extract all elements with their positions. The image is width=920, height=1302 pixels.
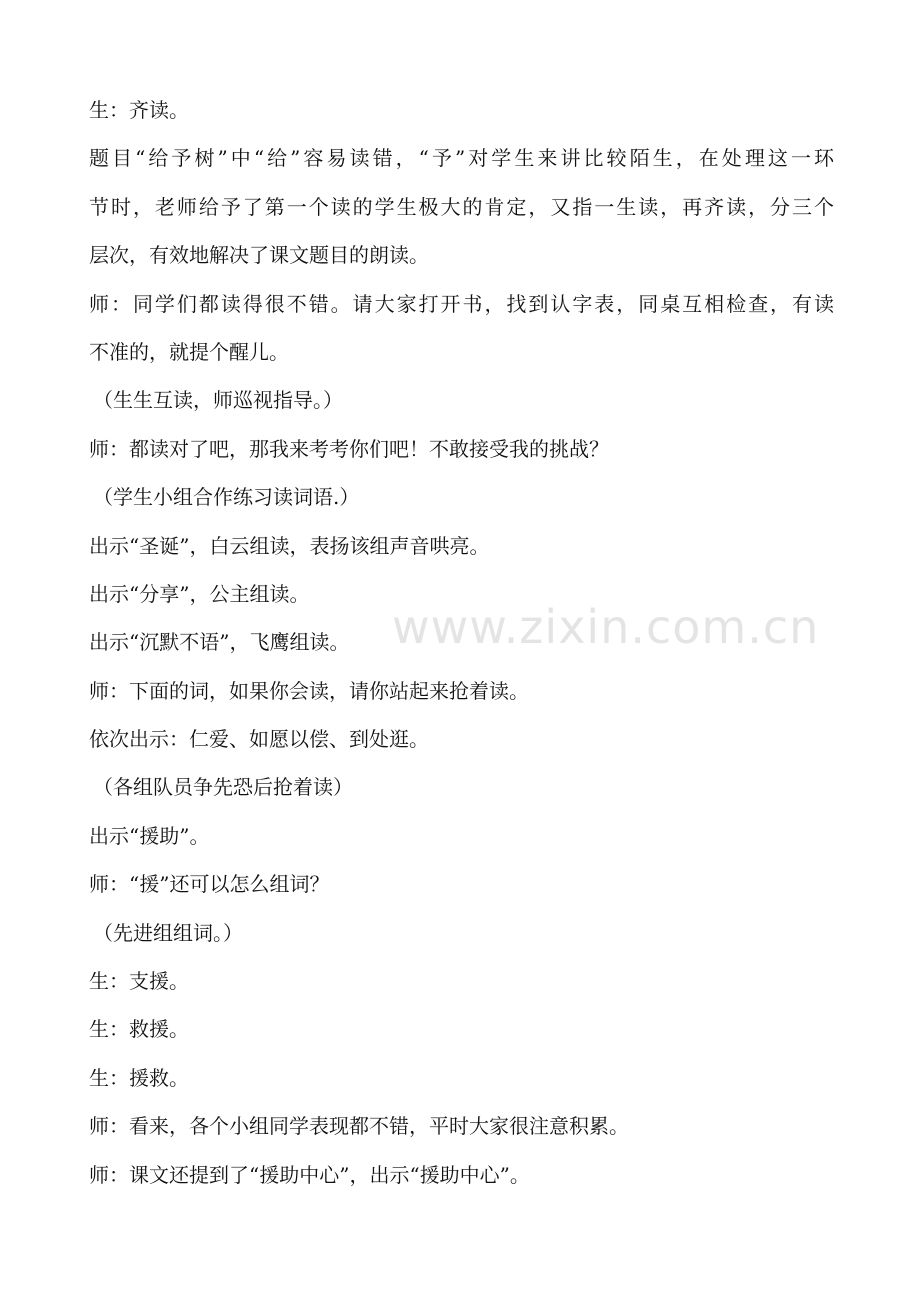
paragraph-line: 师：都读对了吧，那我来考考你们吧！不敢接受我的挑战？ bbox=[89, 436, 609, 461]
paragraph-line: 出示“沉默不语”，飞鹰组读。 bbox=[89, 630, 350, 655]
paragraph-line: 师：课文还提到了“援助中心”，出示“援助中心”。 bbox=[89, 1162, 530, 1187]
paragraph-line: 师：同学们都读得很不错。请大家打开书，找到认字表，同桌互相检查，有读 bbox=[89, 291, 834, 316]
paragraph-line: 师：下面的词，如果你会读，请你站起来抢着读。 bbox=[89, 678, 529, 703]
paragraph-line: 出示“援助”。 bbox=[89, 823, 210, 848]
paragraph-line: 节时，老师给予了第一个读的学生极大的肯定，又指一生读，再齐读，分三个 bbox=[89, 194, 834, 219]
paragraph-line: 依次出示：仁爱、如愿以偿、到处逛。 bbox=[89, 727, 429, 752]
paragraph-line: （先进组组词。） bbox=[93, 920, 243, 945]
paragraph-line: 题目“给予树”中“给”容易读错，“予”对学生来讲比较陌生，在处理这一环 bbox=[89, 146, 834, 171]
document-body bbox=[89, 94, 834, 1207]
paragraph-line: 生：援救。 bbox=[89, 1065, 189, 1090]
paragraph-line: （学生小组合作练习读词语.） bbox=[93, 485, 360, 510]
paragraph-line: 生：齐读。 bbox=[89, 98, 189, 122]
paragraph-line: （各组队员争先恐后抢着读） bbox=[93, 775, 353, 800]
watermark: www.zixin.com.cn bbox=[392, 600, 820, 654]
paragraph-line: 出示“圣诞”，白云组读，表扬该组声音哄亮。 bbox=[89, 533, 490, 558]
paragraph-line: 出示“分享”，公主组读。 bbox=[89, 581, 310, 606]
paragraph-line: 生：支援。 bbox=[89, 969, 189, 994]
paragraph-line: 不准的，就提个醒儿。 bbox=[89, 339, 289, 364]
paragraph-line: （生生互读，师巡视指导。） bbox=[93, 388, 343, 413]
paragraph-line: 层次，有效地解决了课文题目的朗读。 bbox=[89, 243, 429, 268]
paragraph-line: 师：看来，各个小组同学表现都不错，平时大家很注意积累。 bbox=[89, 1114, 629, 1139]
paragraph-line: 生：救援。 bbox=[89, 1017, 189, 1042]
paragraph-line: 师：“援”还可以怎么组词？ bbox=[89, 872, 330, 897]
